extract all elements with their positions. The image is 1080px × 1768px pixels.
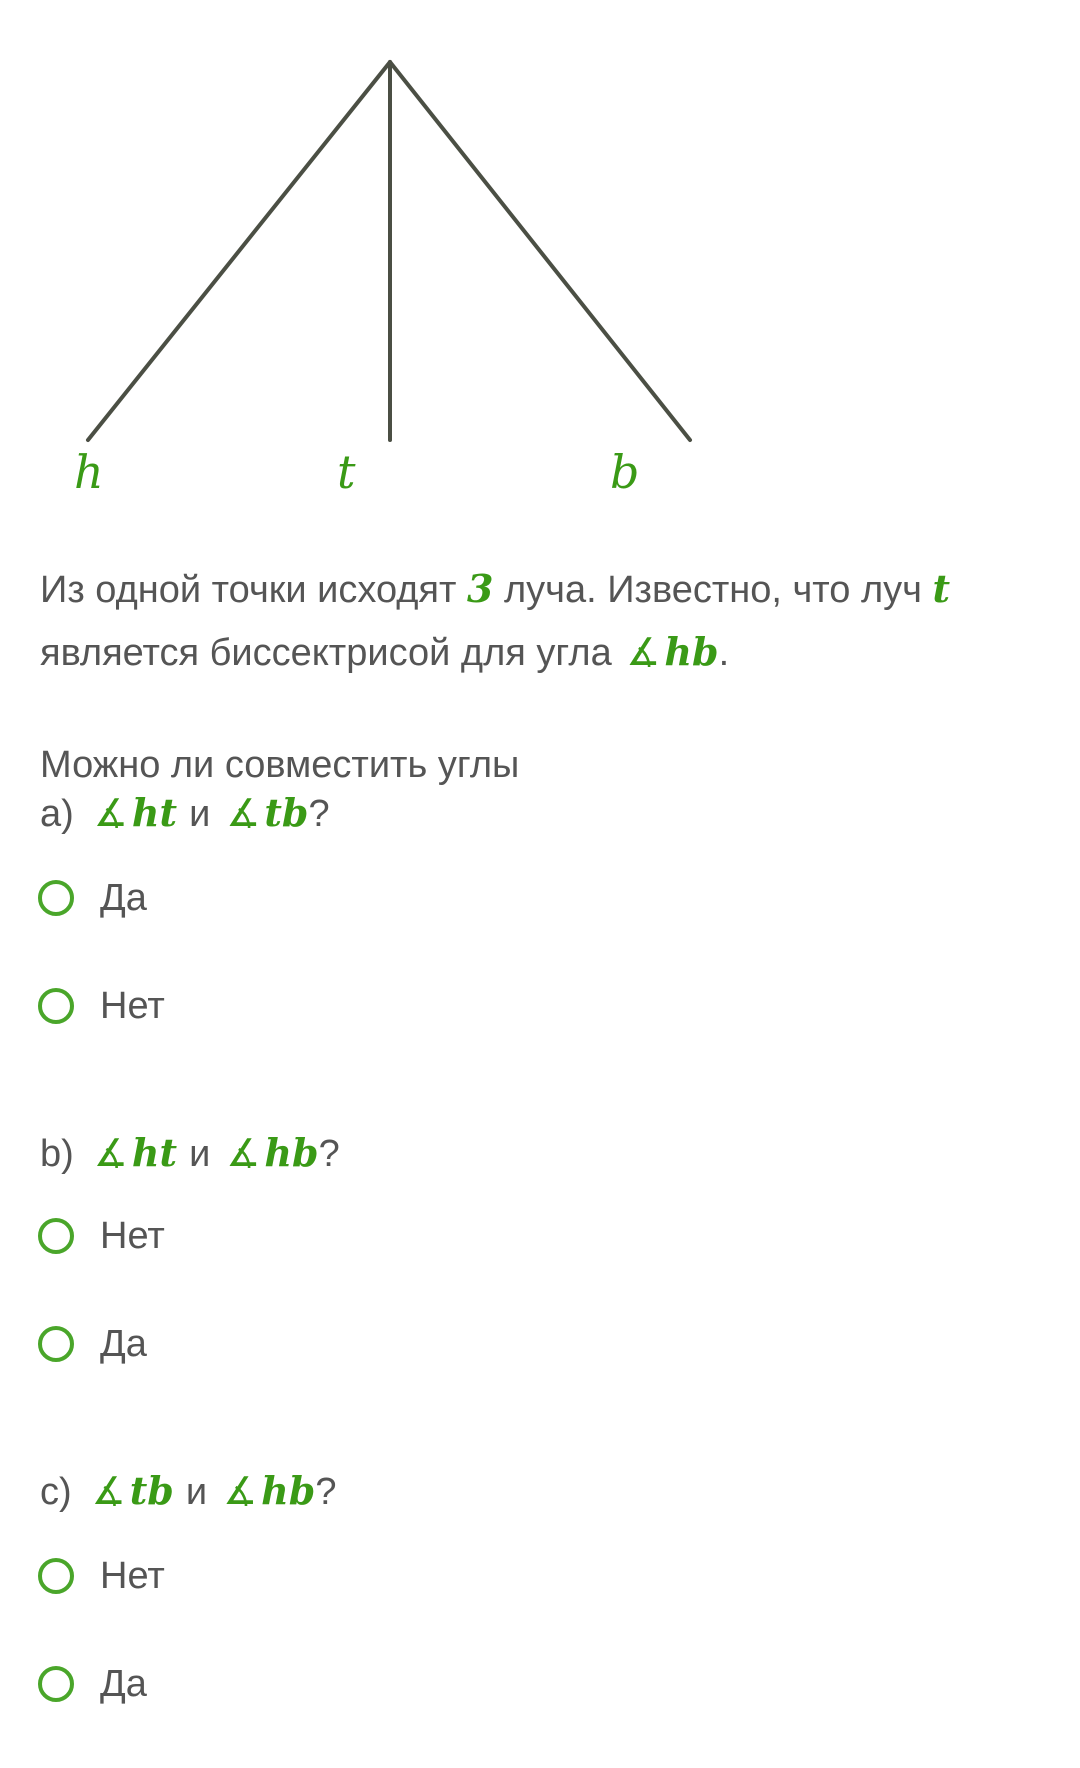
ray-b <box>390 62 690 440</box>
ray-count: 3 <box>466 566 494 611</box>
question-b-label <box>40 1130 340 1176</box>
radio-button-icon[interactable] <box>38 1326 74 1362</box>
angle-icon: ∡ <box>223 1469 258 1513</box>
radio-option-a-2[interactable] <box>38 976 165 1036</box>
radio-label: Да <box>100 1662 147 1705</box>
angle-1: tb <box>129 1468 174 1513</box>
angle-icon: ∡ <box>626 630 661 674</box>
angle-icon: ∡ <box>91 1469 126 1513</box>
ray-label-t: t <box>337 445 356 499</box>
radio-button-icon[interactable] <box>38 1218 74 1254</box>
conjunction: и <box>185 1471 208 1513</box>
statement-period: . <box>718 632 730 674</box>
radio-option-c-2[interactable] <box>38 1654 147 1714</box>
radio-button-icon[interactable] <box>38 880 74 916</box>
question-letter: b) <box>40 1133 74 1175</box>
angle-icon: ∡ <box>226 791 261 835</box>
question-a-label <box>40 790 330 836</box>
radio-label: Да <box>100 876 147 919</box>
radio-label: Нет <box>100 1214 165 1257</box>
question-c-label <box>40 1468 337 1514</box>
statement-text-3: является биссектрисой для угла <box>40 632 612 674</box>
radio-button-icon[interactable] <box>38 988 74 1024</box>
angle-2: hb <box>264 1130 319 1175</box>
angle-1: ht <box>131 790 178 835</box>
radio-label: Нет <box>100 1554 165 1597</box>
statement-text-2: луча. Известно, что луч <box>503 569 922 611</box>
bisector-ray: t <box>932 566 951 611</box>
angle-icon: ∡ <box>226 1131 261 1175</box>
radio-option-b-1[interactable] <box>38 1206 165 1266</box>
statement-text-1: Из одной точки исходят <box>40 569 457 611</box>
ray-label-h: h <box>74 445 104 499</box>
ray-label-b: b <box>610 445 640 499</box>
angle-icon: ∡ <box>93 1131 128 1175</box>
problem-statement <box>40 558 1040 684</box>
radio-button-icon[interactable] <box>38 1558 74 1594</box>
question-prompt: Можно ли совместить углы <box>40 744 520 786</box>
angle-2: hb <box>261 1468 316 1513</box>
angle-1: ht <box>131 1130 178 1175</box>
radio-button-icon[interactable] <box>38 1666 74 1702</box>
statement-angle: hb <box>664 629 719 674</box>
angle-2: tb <box>264 790 309 835</box>
angle-icon: ∡ <box>93 791 128 835</box>
radio-option-c-1[interactable] <box>38 1546 165 1606</box>
question-mark: ? <box>318 1133 340 1175</box>
conjunction: и <box>189 1133 211 1175</box>
radio-label: Нет <box>100 984 165 1027</box>
rays-figure <box>0 0 1080 520</box>
question-letter: a) <box>40 793 74 835</box>
radio-option-b-2[interactable] <box>38 1314 147 1374</box>
question-mark: ? <box>308 793 330 835</box>
question-letter: c) <box>40 1471 72 1513</box>
ray-h <box>88 62 390 440</box>
radio-label: Да <box>100 1322 147 1365</box>
question-mark: ? <box>315 1471 337 1513</box>
conjunction: и <box>189 793 211 835</box>
radio-option-a-1[interactable] <box>38 868 147 928</box>
